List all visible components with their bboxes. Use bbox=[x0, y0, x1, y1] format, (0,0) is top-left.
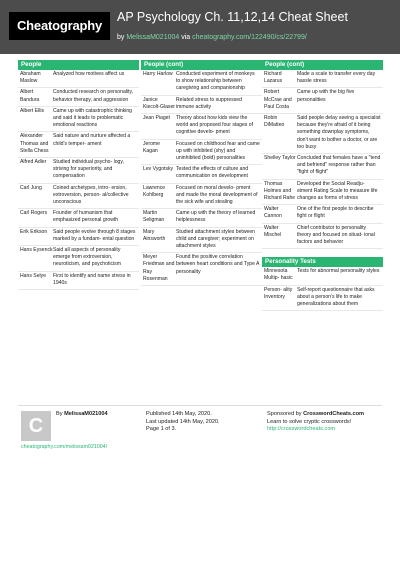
sponsor-tagline: Learn to solve cryptic crosswords! bbox=[267, 418, 352, 425]
table-row bbox=[262, 286, 383, 312]
table-row bbox=[141, 140, 262, 166]
person-name: Robin DiMatteo bbox=[264, 115, 285, 129]
person-description: Said people evolve through 8 stages marked by a fundam- ental question bbox=[53, 228, 136, 242]
table-row bbox=[262, 154, 383, 180]
person-description: Conducted research on personality, behavior therapy, and aggression bbox=[53, 89, 134, 103]
person-name: Albert Ellis bbox=[20, 107, 45, 114]
table-row bbox=[18, 246, 139, 272]
table-row bbox=[18, 272, 139, 290]
footer-author-name[interactable]: MelissaM021004 bbox=[64, 411, 108, 417]
footer-sponsor bbox=[267, 411, 364, 434]
table-row bbox=[18, 107, 139, 133]
person-name: Thomas Holmes and Richard Rahe bbox=[264, 180, 296, 202]
table-row bbox=[141, 70, 262, 96]
sponsor-link[interactable]: http://crosswordcheats.com bbox=[267, 426, 336, 432]
table-row bbox=[18, 70, 139, 88]
byline-via: via bbox=[179, 34, 193, 41]
cheatography-logo[interactable]: Cheatography bbox=[9, 12, 110, 40]
person-description: Said nature and nurture affected a child's temper- ament bbox=[53, 133, 131, 147]
section-title-personality-tests: Personality Tests bbox=[262, 257, 383, 267]
person-name: Lev Vygotsky bbox=[143, 166, 174, 173]
person-name: Carl Rogers bbox=[20, 210, 48, 217]
person-name: Hans Eysenck bbox=[20, 247, 53, 254]
person-description: Tested the effects of culture and communication on development bbox=[176, 166, 249, 180]
table-row bbox=[262, 70, 383, 88]
person-name: Walter Cannon bbox=[264, 206, 282, 220]
person-name: Abraham Maslow bbox=[20, 71, 41, 85]
sponsor-prefix: Sponsored by bbox=[267, 411, 304, 417]
updated-date: Last updated 14th May, 2020. bbox=[146, 418, 220, 425]
person-description: Found the positive correlation between heart conditions and Type A personality bbox=[176, 254, 260, 275]
section-title: People (cont) bbox=[141, 60, 262, 70]
person-description: Said people delay seeing a specialist because they're afraid of it being something downplay symptoms, don't want to bother a doctor, or are too busy bbox=[297, 115, 381, 150]
table-row bbox=[141, 96, 262, 114]
table-row bbox=[262, 267, 383, 285]
person-description: Chief contributor to personality theory and focused on situat- ional factors and behavior bbox=[297, 224, 375, 246]
table-row bbox=[141, 228, 262, 254]
person-description: Related stress to suppressed immune activity bbox=[176, 96, 242, 110]
people-table bbox=[18, 70, 139, 290]
published-date: Published 14th May, 2020. bbox=[146, 411, 212, 417]
person-name: Hans Selye bbox=[20, 272, 47, 279]
person-description: Made a scale to transfer every day hassle stress bbox=[297, 71, 376, 85]
person-name: Jerome Kagan bbox=[143, 140, 160, 154]
table-row bbox=[141, 184, 262, 210]
people-column-2 bbox=[141, 60, 262, 286]
byline bbox=[117, 34, 307, 41]
section-title: People (cont) bbox=[262, 60, 383, 70]
footer-author-link[interactable]: cheatography.com/melissam021004/ bbox=[21, 444, 108, 450]
person-description: Concluded that females have a "tend and befriend" response rather than "fight of flight" bbox=[297, 155, 381, 176]
person-name: Shelley Taylor bbox=[264, 155, 296, 162]
people-table bbox=[262, 70, 383, 249]
person-name: Meyer Friedman and Ray Rosenman bbox=[143, 254, 175, 282]
person-description: Focused on moral develo- pment and made the moral development of the sick wife and stealing bbox=[176, 184, 258, 206]
page-title: AP Psychology Ch. 11,12,14 Cheat Sheet bbox=[117, 10, 348, 24]
person-name: Erik Erikson bbox=[20, 228, 48, 235]
person-description: Said all aspects of personality emerge from extroversion, neuroticism, and psychoticism bbox=[53, 247, 121, 268]
footer-author bbox=[56, 411, 108, 417]
person-name: Robert McCrae and Paul Costa bbox=[264, 89, 292, 110]
sheet-url-link[interactable]: cheatography.com/122490/cs/22799/ bbox=[192, 34, 307, 41]
table-row bbox=[262, 224, 383, 250]
person-name: Alfred Adler bbox=[20, 159, 47, 166]
table-row bbox=[18, 228, 139, 246]
footer-dates bbox=[146, 411, 220, 434]
table-row bbox=[18, 184, 139, 210]
table-row bbox=[262, 88, 383, 114]
person-name: Harry Harlow bbox=[143, 71, 173, 77]
table-row bbox=[18, 132, 139, 158]
person-name: Walter Mischel bbox=[264, 224, 282, 238]
person-name: Richard Lazarus bbox=[264, 71, 283, 85]
person-description: Developed the Social Readju- stment Rating Scale to measure life changes as forms of stress bbox=[297, 180, 378, 202]
person-name: Janice Kiecolt-Glaser bbox=[143, 96, 175, 110]
people-table bbox=[141, 70, 262, 286]
person-description: Came up with the theory of learned helplessness bbox=[176, 210, 256, 224]
person-description: Conducted experiment of monkeys to show relationship between caregiving and companionship bbox=[176, 71, 255, 92]
person-description: Tests for abnormal personality styles bbox=[297, 268, 380, 275]
table-row bbox=[141, 165, 262, 183]
table-row bbox=[141, 209, 262, 227]
person-name: Alexander Thomas and Stella Chess bbox=[20, 133, 49, 154]
footer-by-label: By bbox=[56, 411, 65, 417]
table-row bbox=[262, 114, 383, 154]
sponsor-name[interactable]: CrosswordCheats.com bbox=[303, 411, 365, 417]
person-description: Coined archetypes, intro- ersion, extroversion, person- al/collective unconscious bbox=[53, 184, 129, 206]
author-avatar[interactable]: C bbox=[21, 411, 51, 441]
person-name: Albert Bandura bbox=[20, 89, 40, 103]
table-row bbox=[262, 180, 383, 206]
person-description: Studied attachment styles between child and caregiver; experiment on attachment styles bbox=[176, 228, 256, 250]
person-name: Mary Ainsworth bbox=[143, 228, 166, 242]
author-link[interactable]: MelissaM021004 bbox=[126, 34, 180, 41]
person-description: Focused on childhood fear and came up with inhibited (shy) and uninhibited (bold) personalities bbox=[176, 140, 260, 162]
people-column-3 bbox=[262, 60, 383, 311]
person-name: Lawrence Kohlberg bbox=[143, 184, 166, 198]
person-description: Analyzed how motives affect us bbox=[53, 71, 125, 77]
people-column-1 bbox=[18, 60, 139, 290]
person-name: Carl Jung bbox=[20, 184, 42, 191]
table-row bbox=[18, 209, 139, 227]
table-row bbox=[262, 205, 383, 223]
table-row bbox=[141, 114, 262, 140]
person-name: Person- ality Inventory bbox=[264, 286, 293, 300]
person-description: Studied individual psycho- logy, striving for superiority, and compensation bbox=[53, 159, 124, 180]
person-name: Minnesota Multip- hasic bbox=[264, 268, 293, 282]
person-description: Came up with catastrophic thinking and said it leads to problematic emotional reactions bbox=[53, 107, 132, 129]
person-description: One of the first people to describe fight or flight bbox=[297, 206, 374, 220]
person-description: Founder of humanism that emphasized personal growth bbox=[53, 210, 119, 224]
person-description: First to identify and name stress in 1940s bbox=[53, 272, 131, 286]
person-name: Martin Seligman bbox=[143, 210, 165, 224]
person-name: Jean Piaget bbox=[143, 115, 170, 122]
table-row bbox=[18, 88, 139, 106]
page-number: Page 1 of 3. bbox=[146, 426, 177, 432]
footer-divider bbox=[18, 405, 382, 406]
byline-prefix: by bbox=[117, 34, 127, 41]
table-row bbox=[18, 158, 139, 184]
table-row bbox=[141, 253, 262, 286]
section-title: People bbox=[18, 60, 139, 70]
person-description: Self-report questionnaire that asks about a person's life to make generalizations about them bbox=[297, 286, 375, 308]
person-description: Came up with the big five personalities bbox=[297, 89, 355, 103]
header-bar bbox=[0, 0, 400, 54]
personality-tests-table bbox=[262, 267, 383, 311]
person-description: Theory about how kids view the world and proposed four stages of cognitive develo- pment bbox=[176, 115, 254, 136]
